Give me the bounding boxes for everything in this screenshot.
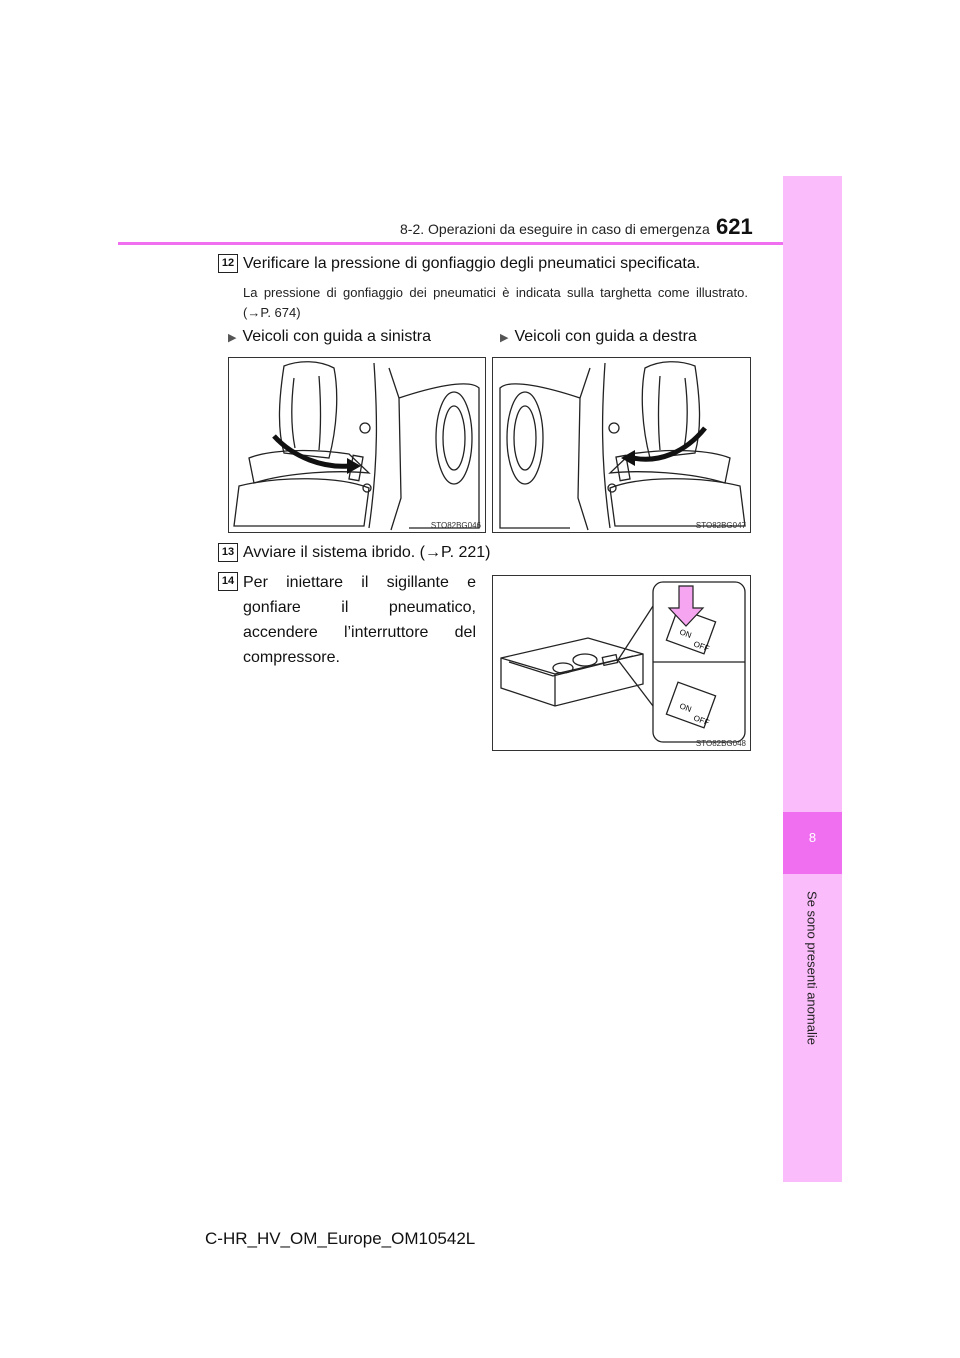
caption-left-hand-drive	[228, 325, 431, 350]
step-14-text: Per iniettare il sigillante e gonfiare il pneumatico, accendere l’interruttore del compressore.	[243, 574, 476, 666]
step-badge-12: 12	[218, 254, 238, 273]
compressor-illustration	[493, 576, 750, 750]
page-number: 621	[716, 214, 753, 239]
caption-right-text: Veicoli con guida a destra	[514, 328, 697, 345]
caption-right-hand-drive	[500, 325, 697, 350]
figure-code: STO82BG048	[695, 739, 746, 748]
step-12-note: La pressione di gonfiaggio dei pneumatici è indicata sulla targhetta come illustrato. (→P. 674)	[243, 285, 748, 320]
chapter-number: 8	[808, 830, 817, 845]
figure-right-hand-drive	[492, 357, 751, 533]
section-title: 8-2. Operazioni da eseguire in caso di emergenza	[400, 221, 710, 237]
switch-off-label: OFF	[692, 713, 711, 728]
figure-compressor-switch	[492, 575, 751, 751]
triangle-bullet-icon: ▶	[500, 332, 509, 344]
triangle-bullet-icon: ▶	[228, 332, 237, 344]
switch-on-label: ON	[678, 627, 693, 640]
caption-left-text: Veicoli con guida a sinistra	[242, 328, 432, 345]
step-12-text: Verificare la pressione di gonfiaggio degli pneumatici specificata.	[243, 255, 701, 272]
step-13-text: Avviare il sistema ibrido. (→P. 221)	[243, 544, 491, 561]
document-id: C-HR_HV_OM_Europe_OM10542L	[205, 1229, 476, 1248]
seat-and-door-illustration	[229, 358, 485, 532]
switch-on-label: ON	[678, 701, 693, 714]
header-rule	[118, 242, 783, 245]
figure-left-hand-drive	[228, 357, 486, 533]
seat-and-door-illustration	[493, 358, 750, 532]
step-badge-14: 14	[218, 572, 238, 591]
chapter-label: Se sono presenti anomalie	[804, 891, 820, 1045]
figure-code: STO82BG046	[430, 521, 481, 530]
figure-code: STO82BG047	[695, 521, 746, 530]
switch-off-label: OFF	[692, 639, 711, 654]
step-badge-13: 13	[218, 543, 238, 562]
